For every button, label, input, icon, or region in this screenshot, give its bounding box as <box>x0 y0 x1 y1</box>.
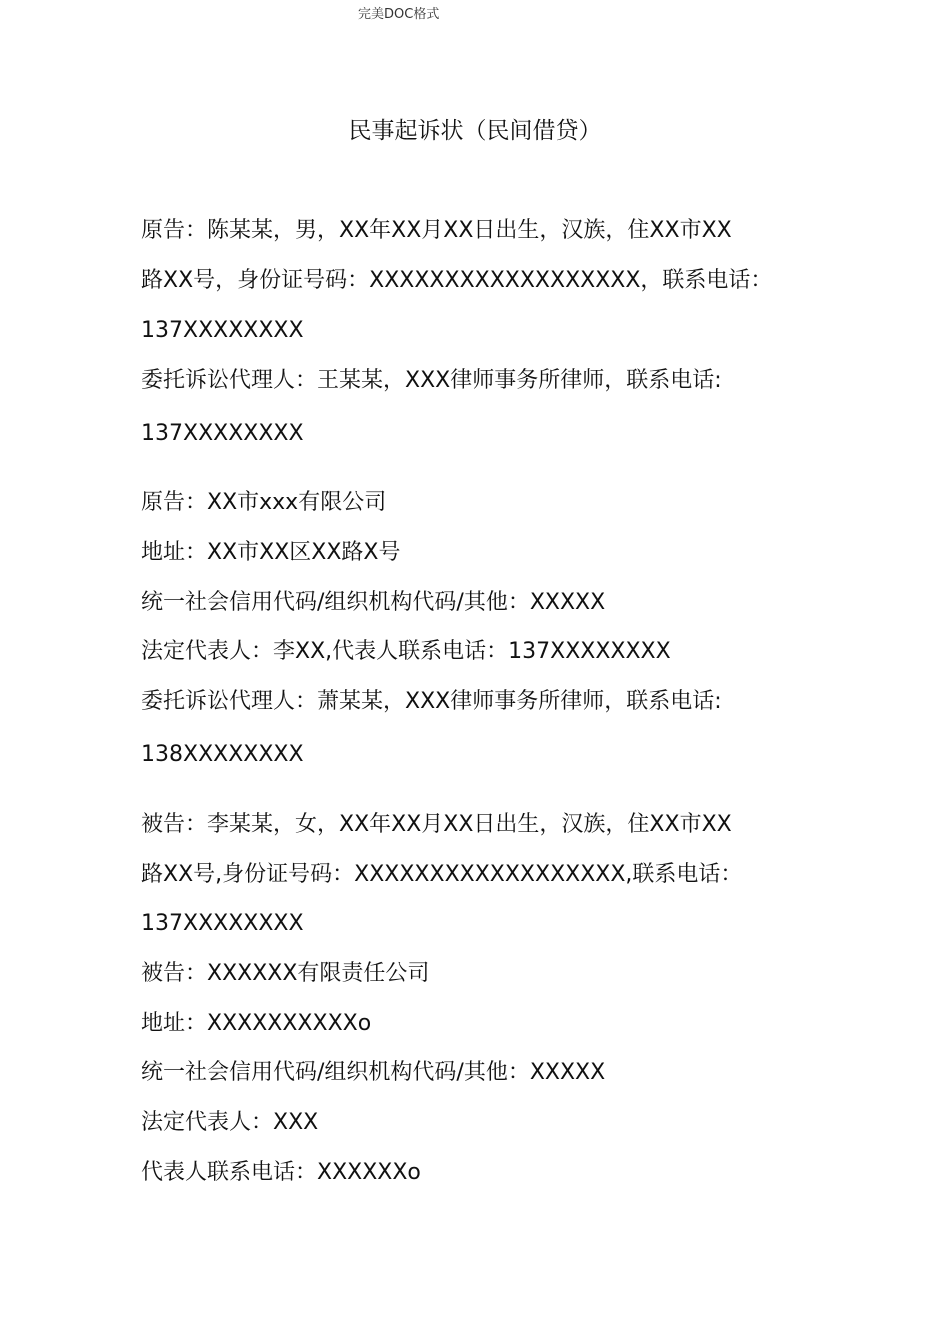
plaintiff-1-info-line-2: 路XX号，身份证号码：XXXXXXXXXXXXXXXXXX，联系电话： <box>141 268 773 293</box>
defendant-2-address: 地址：XXXXXXXXXXo <box>141 1011 372 1036</box>
defendant-1-info-line-2: 路XX号,身份证号码：XXXXXXXXXXXXXXXXXX,联系电话： <box>141 862 743 887</box>
plaintiff-1-agent-phone: 137XXXXXXXX <box>141 421 304 446</box>
plaintiff-1-phone: 137XXXXXXXX <box>141 318 304 343</box>
plaintiff-2-credit-code: 统一社会信用代码/组织机构代码/其他：XXXXX <box>141 590 606 615</box>
document-title: 民事起诉状（民间借贷） <box>348 118 602 144</box>
plaintiff-2-address: 地址：XX市XX区XX路X号 <box>141 540 401 565</box>
plaintiff-1-info-line-1: 原告：陈某某，男，XX年XX月XX日出生，汉族，住XX市XX <box>141 218 732 243</box>
defendant-2-credit-code: 统一社会信用代码/组织机构代码/其他：XXXXX <box>141 1060 606 1085</box>
plaintiff-2-legal-rep: 法定代表人：李XX,代表人联系电话：137XXXXXXXX <box>141 639 671 664</box>
defendant-2-name: 被告：XXXXXX有限责任公司 <box>141 961 430 986</box>
plaintiff-2-agent: 委托诉讼代理人：萧某某，XXX律师事务所律师，联系电话: <box>141 689 722 714</box>
defendant-1-info-line-1: 被告：李某某，女，XX年XX月XX日出生，汉族，住XX市XX <box>141 812 732 837</box>
defendant-1-phone: 137XXXXXXXX <box>141 911 304 936</box>
defendant-2-legal-rep: 法定代表人：XXX <box>141 1110 319 1135</box>
plaintiff-1-agent: 委托诉讼代理人：王某某，XXX律师事务所律师，联系电话: <box>141 368 722 393</box>
defendant-2-rep-phone: 代表人联系电话：XXXXXXo <box>141 1160 421 1185</box>
plaintiff-2-name: 原告：XX市xxx有限公司 <box>141 490 387 515</box>
plaintiff-2-agent-phone: 138XXXXXXXX <box>141 742 304 767</box>
page-header-mark: 完美DOC格式 <box>358 7 440 22</box>
